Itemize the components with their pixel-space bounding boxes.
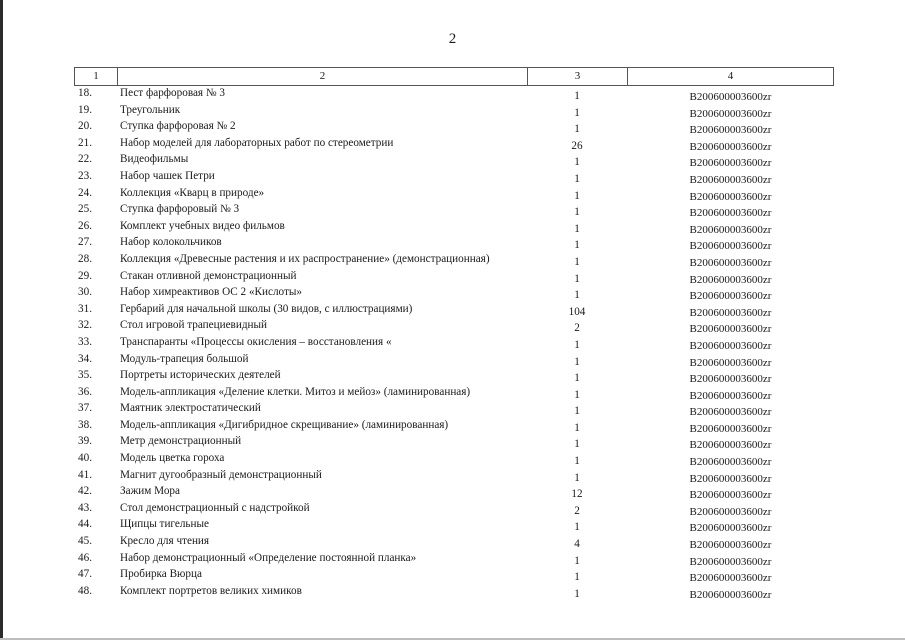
item-quantity: 1	[574, 106, 580, 119]
table-row	[74, 352, 834, 369]
table-row	[74, 551, 834, 568]
item-quantity: 1	[574, 289, 580, 302]
table-row	[74, 567, 834, 584]
item-name: Зажим Мора	[120, 485, 180, 498]
item-code: B200600003600zr	[689, 290, 772, 303]
item-name: Стол игровой трапециевидный	[120, 319, 268, 332]
row-number: 42.	[78, 485, 92, 498]
row-number: 19.	[78, 103, 92, 116]
item-code: B200600003600zr	[689, 489, 772, 502]
inventory-table	[74, 67, 834, 600]
table-row	[74, 86, 834, 103]
table-row	[74, 517, 834, 534]
item-name: Модуль-трапеция большой	[120, 352, 249, 365]
item-code: B200600003600zr	[689, 389, 772, 402]
item-name: Модель-аппликация «Деление клетки. Митоз и мейоз» (ламинированная)	[120, 385, 471, 398]
item-quantity: 1	[574, 222, 580, 235]
header-col-2: 2	[117, 68, 527, 85]
table-row	[74, 202, 834, 219]
row-number: 28.	[78, 252, 92, 265]
table-row	[74, 401, 834, 418]
row-number: 45.	[78, 535, 92, 548]
table-row	[74, 119, 834, 136]
table-row	[74, 468, 834, 485]
item-code: B200600003600zr	[689, 190, 772, 203]
row-number: 29.	[78, 269, 92, 282]
header-col-3: 3	[527, 68, 627, 85]
table-row	[74, 385, 834, 402]
item-quantity: 1	[574, 455, 580, 468]
row-number: 39.	[78, 435, 92, 448]
item-code: B200600003600zr	[689, 422, 772, 435]
item-code: B200600003600zr	[689, 273, 772, 286]
header-col-4: 4	[627, 68, 834, 85]
table-row	[74, 103, 834, 120]
page-number: 2	[448, 31, 457, 47]
row-number: 36.	[78, 385, 92, 398]
row-number: 31.	[78, 302, 92, 315]
item-name: Пест фарфоровая № 3	[120, 87, 225, 99]
item-name: Комплект учебных видео фильмов	[120, 219, 285, 232]
item-name: Ступка фарфоровый № 3	[120, 203, 240, 216]
item-code: B200600003600zr	[689, 522, 772, 535]
item-name: Коллекция «Кварц в природе»	[120, 186, 265, 199]
item-code: B200600003600zr	[689, 323, 772, 336]
item-code: B200600003600zr	[689, 373, 772, 386]
table-row	[74, 501, 834, 518]
item-quantity: 1	[574, 206, 580, 219]
row-number: 27.	[78, 236, 92, 249]
item-name: Гербарий для начальной школы (30 видов, с иллюстрациями)	[120, 302, 413, 315]
table-row	[74, 285, 834, 302]
item-quantity: 1	[574, 372, 580, 385]
item-code: B200600003600zr	[689, 91, 772, 103]
item-name: Щипцы тигельные	[120, 518, 209, 531]
row-number: 30.	[78, 286, 92, 299]
item-name: Набор демонстрационный «Определение постоянной планка»	[120, 551, 417, 564]
item-code: B200600003600zr	[689, 223, 772, 236]
table-row	[74, 584, 834, 601]
item-code: B200600003600zr	[689, 240, 772, 253]
item-code: B200600003600zr	[689, 173, 772, 186]
table-row	[74, 534, 834, 551]
item-quantity: 1	[574, 471, 580, 484]
item-code: B200600003600zr	[689, 256, 772, 269]
item-quantity: 1	[574, 172, 580, 185]
item-quantity: 2	[574, 322, 580, 335]
item-name: Портреты исторических деятелей	[120, 369, 281, 382]
scan-edge-left	[0, 0, 3, 640]
item-quantity: 1	[574, 355, 580, 368]
table-row	[74, 169, 834, 186]
item-quantity: 1	[574, 255, 580, 268]
row-number: 22.	[78, 153, 92, 166]
table-row	[74, 186, 834, 203]
item-name: Маятник электростатический	[120, 402, 261, 415]
item-quantity: 1	[574, 587, 580, 600]
row-number: 41.	[78, 468, 92, 481]
row-number: 24.	[78, 186, 92, 199]
item-name: Треугольник	[120, 103, 181, 116]
row-number: 26.	[78, 219, 92, 232]
item-code: B200600003600zr	[689, 157, 772, 170]
item-quantity: 2	[574, 504, 580, 517]
item-quantity: 1	[574, 90, 580, 102]
row-number: 38.	[78, 418, 92, 431]
item-name: Метр демонстрационный	[120, 435, 242, 448]
table-row	[74, 434, 834, 451]
row-number: 37.	[78, 402, 92, 415]
table-row	[74, 302, 834, 319]
row-number: 43.	[78, 501, 92, 514]
item-name: Кресло для чтения	[120, 535, 210, 548]
table-header-row	[74, 68, 834, 86]
item-quantity: 1	[574, 123, 580, 136]
row-number: 34.	[78, 352, 92, 365]
item-quantity: 1	[574, 388, 580, 401]
item-code: B200600003600zr	[689, 356, 772, 369]
table-row	[74, 219, 834, 236]
item-code: B200600003600zr	[689, 339, 772, 352]
item-quantity: 4	[574, 538, 580, 551]
item-name: Стакан отливной демонстрационный	[120, 269, 297, 282]
item-name: Набор колокольчиков	[120, 236, 222, 249]
item-name: Магнит дугообразный демонстрационный	[120, 468, 322, 481]
item-code: B200600003600zr	[689, 572, 772, 585]
item-name: Видеофильмы	[120, 153, 189, 166]
table-row	[74, 451, 834, 468]
row-number: 18.	[78, 87, 92, 99]
item-name: Стол демонстрационный с надстройкой	[120, 501, 310, 514]
row-number: 40.	[78, 452, 92, 465]
row-number: 32.	[78, 319, 92, 332]
item-name: Модель цветка гороха	[120, 452, 225, 465]
item-code: B200600003600zr	[689, 439, 772, 452]
item-quantity: 1	[574, 405, 580, 418]
item-quantity: 104	[568, 305, 586, 318]
row-number: 47.	[78, 568, 92, 581]
item-name: Транспаранты «Процессы окисления – восстановления «	[120, 335, 392, 348]
item-quantity: 1	[574, 438, 580, 451]
item-code: B200600003600zr	[689, 456, 772, 469]
item-quantity: 1	[574, 239, 580, 252]
table-row	[74, 235, 834, 252]
row-number: 33.	[78, 335, 92, 348]
table-row	[74, 152, 834, 169]
item-name: Ступка фарфоровая № 2	[120, 120, 236, 133]
item-code: B200600003600zr	[689, 472, 772, 485]
item-name: Пробирка Вюрца	[120, 568, 202, 581]
item-code: B200600003600zr	[689, 124, 772, 137]
row-number: 48.	[78, 584, 92, 597]
table-body	[74, 86, 834, 600]
table-row	[74, 136, 834, 153]
row-number: 23.	[78, 169, 92, 182]
item-name: Набор химреактивов ОС 2 «Кислоты»	[120, 286, 302, 299]
table-row	[74, 418, 834, 435]
item-code: B200600003600zr	[689, 588, 772, 601]
item-quantity: 1	[574, 421, 580, 434]
item-code: B200600003600zr	[689, 107, 772, 120]
header-col-1: 1	[74, 68, 117, 85]
table-row	[74, 484, 834, 501]
table-row	[74, 318, 834, 335]
item-quantity: 1	[574, 189, 580, 202]
item-quantity: 12	[571, 488, 583, 501]
item-quantity: 1	[574, 554, 580, 567]
item-name: Набор чашек Петри	[120, 169, 215, 182]
item-code: B200600003600zr	[689, 555, 772, 568]
item-quantity: 1	[574, 156, 580, 169]
item-quantity: 1	[574, 521, 580, 534]
item-quantity: 1	[574, 338, 580, 351]
item-code: B200600003600zr	[689, 539, 772, 552]
item-code: B200600003600zr	[689, 306, 772, 319]
table-row	[74, 368, 834, 385]
item-code: B200600003600zr	[689, 140, 772, 153]
table-row	[74, 269, 834, 286]
item-quantity: 1	[574, 571, 580, 584]
row-number: 44.	[78, 518, 92, 531]
item-name: Коллекция «Древесные растения и их распространение» (демонстрационная)	[120, 252, 490, 265]
table-row	[74, 335, 834, 352]
item-code: B200600003600zr	[689, 207, 772, 220]
item-name: Модель-аппликация «Дигибридное скрещивание» (ламинированная)	[120, 418, 449, 431]
item-code: B200600003600zr	[689, 406, 772, 419]
row-number: 25.	[78, 203, 92, 216]
row-number: 35.	[78, 369, 92, 382]
item-code: B200600003600zr	[689, 505, 772, 518]
table-row	[74, 252, 834, 269]
row-number: 46.	[78, 551, 92, 564]
row-number: 20.	[78, 120, 92, 133]
item-quantity: 26	[571, 139, 583, 152]
item-name: Комплект портретов великих химиков	[120, 584, 302, 597]
item-name: Набор моделей для лабораторных работ по стереометрии	[120, 136, 394, 149]
item-quantity: 1	[574, 272, 580, 285]
row-number: 21.	[78, 136, 92, 149]
